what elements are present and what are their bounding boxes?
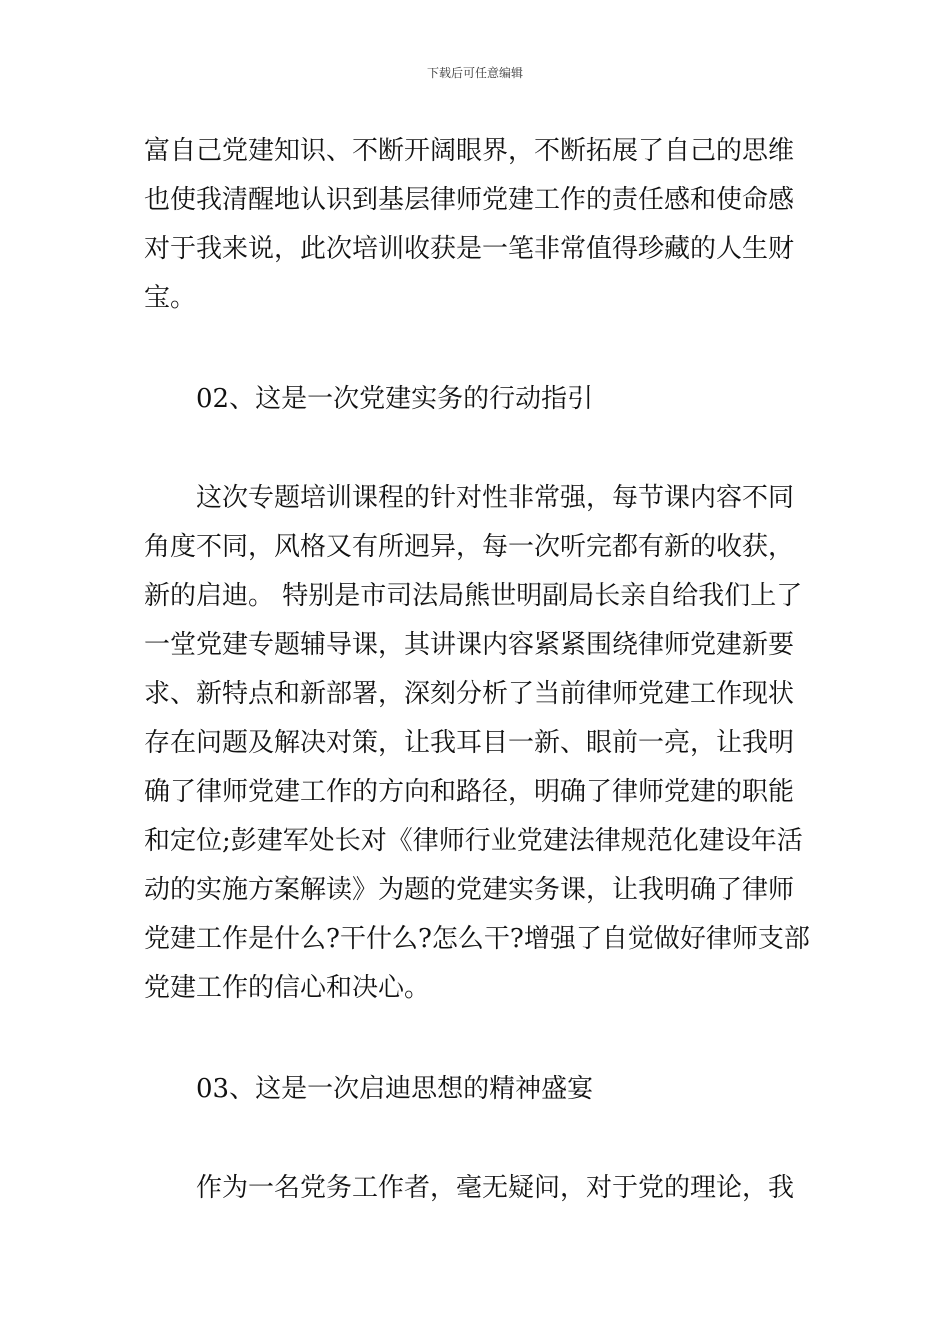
paragraph-line: 也使我清醒地认识到基层律师党建工作的责任感和使命感 [144,185,795,215]
paragraph-line: 确了律师党建工作的方向和路径，明确了律师党建的职能 [144,777,795,807]
paragraph-line: 一堂党建专题辅导课，其讲课内容紧紧围绕律师党建新要 [144,630,795,660]
paragraph-line: 角度不同，风格又有所迥异，每一次听完都有新的收获， [144,532,795,562]
section-heading: 02、这是一次党建实务的行动指引 [196,384,594,414]
paragraph-line: 宝。 [144,283,197,313]
paragraph-line: 求、新特点和新部署，深刻分析了当前律师党建工作现状 [144,679,795,709]
paragraph-line: 动的实施方案解读》为题的党建实务课，让我明确了律师 [144,875,795,905]
paragraph-line: 这次专题培训课程的针对性非常强，每节课内容不同 [196,483,795,513]
paragraph-line: 党建工作的信心和决心。 [144,973,431,1003]
paragraph-line: 和定位;彭建军处长对《律师行业党建法律规范化建设年活 [144,826,803,856]
section-heading: 03、这是一次启迪思想的精神盛宴 [196,1074,594,1104]
paragraph-line: 新的启迪。 特别是市司法局熊世明副局长亲自给我们上了 [144,581,803,611]
paragraph-line: 存在问题及解决对策，让我耳目一新、眼前一亮，让我明 [144,728,795,758]
page-header-note: 下载后可任意编辑 [426,66,523,80]
paragraph-line: 作为一名党务工作者，毫无疑问，对于党的理论，我 [196,1173,795,1203]
paragraph-line: 党建工作是什么?干什么?怎么干?增强了自觉做好律师支部 [144,924,810,954]
paragraph-line: 对于我来说，此次培训收获是一笔非常值得珍藏的人生财 [144,234,795,264]
paragraph-line: 富自己党建知识、不断开阔眼界，不断拓展了自己的思维 [144,136,795,166]
